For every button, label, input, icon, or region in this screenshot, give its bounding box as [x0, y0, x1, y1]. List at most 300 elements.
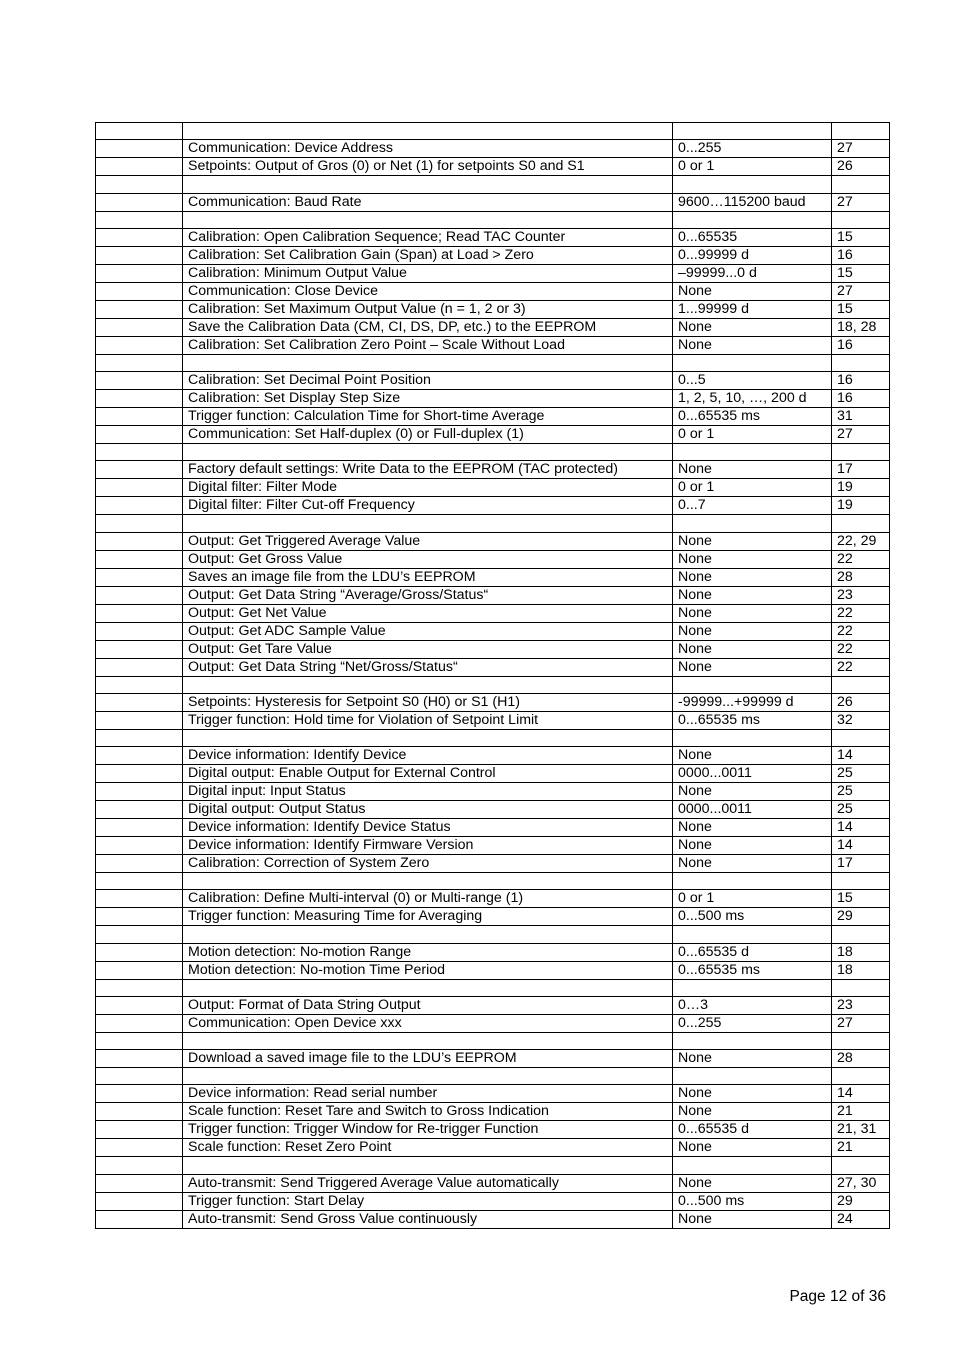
description-cell	[183, 979, 673, 996]
range-cell: None	[673, 1210, 832, 1228]
command-cell	[96, 1103, 183, 1121]
description-cell: Output: Get Data String “Average/Gross/Status“	[183, 586, 673, 604]
range-cell: 0 or 1	[673, 426, 832, 444]
command-cell	[96, 1157, 183, 1174]
command-cell	[96, 890, 183, 908]
page-ref-cell: 16	[832, 390, 890, 408]
range-cell	[673, 1032, 832, 1049]
page-ref-cell	[832, 729, 890, 746]
table-row	[96, 1068, 890, 1085]
range-cell	[673, 444, 832, 461]
table-row	[96, 961, 890, 979]
command-cell	[96, 729, 183, 746]
table-row	[96, 890, 890, 908]
command-cell	[96, 354, 183, 371]
range-cell: 0...5	[673, 372, 832, 390]
page-number: Page 12 of 36	[789, 1288, 886, 1305]
page-ref-cell	[832, 515, 890, 532]
table-row	[96, 568, 890, 586]
description-cell	[183, 354, 673, 371]
command-cell	[96, 604, 183, 622]
table-row	[96, 711, 890, 729]
description-cell: Save the Calibration Data (CM, CI, DS, DP, etc.) to the EEPROM	[183, 318, 673, 336]
page-ref-cell: 28	[832, 1050, 890, 1068]
description-cell: Device information: Read serial number	[183, 1085, 673, 1103]
table-row	[96, 1210, 890, 1228]
description-cell	[183, 873, 673, 890]
range-cell: 0000...0011	[673, 765, 832, 783]
description-cell	[183, 515, 673, 532]
command-cell	[96, 1121, 183, 1139]
page-ref-cell	[832, 1068, 890, 1085]
page-ref-cell: 24	[832, 1210, 890, 1228]
command-cell	[96, 586, 183, 604]
page-ref-cell: 17	[832, 461, 890, 479]
command-cell	[96, 658, 183, 676]
command-cell	[96, 211, 183, 228]
page-ref-cell: 29	[832, 908, 890, 926]
command-cell	[96, 1032, 183, 1049]
range-cell: None	[673, 1139, 832, 1157]
description-cell: Communication: Device Address	[183, 140, 673, 158]
range-cell: None	[673, 640, 832, 658]
command-cell	[96, 1085, 183, 1103]
description-cell: Setpoints: Hysteresis for Setpoint S0 (H0) or S1 (H1)	[183, 693, 673, 711]
command-cell	[96, 479, 183, 497]
table-row	[96, 246, 890, 264]
command-cell	[96, 622, 183, 640]
command-cell	[96, 1050, 183, 1068]
description-cell: Motion detection: No-motion Range	[183, 943, 673, 961]
description-cell	[183, 1032, 673, 1049]
command-cell	[96, 372, 183, 390]
page-ref-cell: 23	[832, 586, 890, 604]
page-ref-cell: 15	[832, 264, 890, 282]
table-row	[96, 444, 890, 461]
range-cell	[673, 676, 832, 693]
description-cell	[183, 926, 673, 943]
range-cell: 0000...0011	[673, 801, 832, 819]
description-cell: Device information: Identify Device	[183, 747, 673, 765]
table-row	[96, 908, 890, 926]
page-ref-cell: 26	[832, 693, 890, 711]
table-row	[96, 1157, 890, 1174]
description-cell: Calibration: Set Calibration Zero Point – Scale Without Load	[183, 336, 673, 354]
page-ref-cell: 22	[832, 604, 890, 622]
description-cell	[183, 123, 673, 140]
table-row	[96, 1139, 890, 1157]
page-ref-cell: 27	[832, 426, 890, 444]
command-cell	[96, 926, 183, 943]
page-ref-cell	[832, 123, 890, 140]
command-cell	[96, 979, 183, 996]
page-ref-cell: 22	[832, 550, 890, 568]
command-cell	[96, 676, 183, 693]
page-ref-cell: 27	[832, 193, 890, 211]
page-ref-cell: 25	[832, 765, 890, 783]
description-cell: Output: Get Triggered Average Value	[183, 532, 673, 550]
page-ref-cell: 22	[832, 622, 890, 640]
range-cell: 0...7	[673, 497, 832, 515]
range-cell: 0 or 1	[673, 479, 832, 497]
range-cell: None	[673, 658, 832, 676]
range-cell: None	[673, 550, 832, 568]
page-ref-cell	[832, 211, 890, 228]
range-cell: 0...65535 d	[673, 1121, 832, 1139]
command-cell	[96, 1014, 183, 1032]
table-row	[96, 1103, 890, 1121]
description-cell: Output: Get Gross Value	[183, 550, 673, 568]
table-row	[96, 658, 890, 676]
range-cell: 0...255	[673, 140, 832, 158]
table-row	[96, 693, 890, 711]
page-ref-cell: 18	[832, 943, 890, 961]
range-cell: –99999...0 d	[673, 264, 832, 282]
table-row	[96, 873, 890, 890]
range-cell	[673, 1157, 832, 1174]
table-row	[96, 515, 890, 532]
command-cell	[96, 497, 183, 515]
description-cell: Calibration: Set Decimal Point Position	[183, 372, 673, 390]
page-ref-cell: 25	[832, 801, 890, 819]
range-cell: 0...99999 d	[673, 246, 832, 264]
description-cell	[183, 676, 673, 693]
table-row	[96, 801, 890, 819]
range-cell	[673, 354, 832, 371]
description-cell: Trigger function: Measuring Time for Averaging	[183, 908, 673, 926]
table-row	[96, 408, 890, 426]
description-cell: Calibration: Set Calibration Gain (Span) at Load > Zero	[183, 246, 673, 264]
table-row	[96, 264, 890, 282]
page-ref-cell: 14	[832, 837, 890, 855]
description-cell: Communication: Baud Rate	[183, 193, 673, 211]
page-ref-cell	[832, 873, 890, 890]
table-row	[96, 532, 890, 550]
page-ref-cell: 19	[832, 497, 890, 515]
page-ref-cell	[832, 176, 890, 193]
description-cell	[183, 729, 673, 746]
description-cell: Digital filter: Filter Mode	[183, 479, 673, 497]
description-cell	[183, 176, 673, 193]
range-cell: None	[673, 1050, 832, 1068]
page-ref-cell: 14	[832, 1085, 890, 1103]
table-row	[96, 497, 890, 515]
range-cell: None	[673, 747, 832, 765]
description-cell: Device information: Identify Firmware Version	[183, 837, 673, 855]
range-cell: None	[673, 318, 832, 336]
page-ref-cell: 25	[832, 783, 890, 801]
page-ref-cell: 27, 30	[832, 1174, 890, 1192]
range-cell: None	[673, 622, 832, 640]
command-cell	[96, 461, 183, 479]
range-cell	[673, 729, 832, 746]
range-cell: None	[673, 568, 832, 586]
table-row	[96, 123, 890, 140]
range-cell: 0 or 1	[673, 158, 832, 176]
range-cell: None	[673, 837, 832, 855]
range-cell: 0...500 ms	[673, 908, 832, 926]
range-cell: 0...65535 ms	[673, 711, 832, 729]
range-cell	[673, 1068, 832, 1085]
table-row	[96, 586, 890, 604]
page-ref-cell	[832, 926, 890, 943]
description-cell	[183, 444, 673, 461]
command-cell	[96, 140, 183, 158]
range-cell: 0...65535 d	[673, 943, 832, 961]
description-cell: Saves an image file from the LDU’s EEPROM	[183, 568, 673, 586]
range-cell: None	[673, 586, 832, 604]
page-ref-cell	[832, 354, 890, 371]
page-ref-cell	[832, 1032, 890, 1049]
table-row	[96, 1032, 890, 1049]
description-cell: Calibration: Set Maximum Output Value (n = 1, 2 or 3)	[183, 300, 673, 318]
range-cell: 0 or 1	[673, 890, 832, 908]
range-cell: -99999...+99999 d	[673, 693, 832, 711]
range-cell	[673, 123, 832, 140]
page-ref-cell: 21, 31	[832, 1121, 890, 1139]
page-ref-cell: 31	[832, 408, 890, 426]
description-cell: Communication: Set Half-duplex (0) or Full-duplex (1)	[183, 426, 673, 444]
description-cell: Output: Get Data String “Net/Gross/Status“	[183, 658, 673, 676]
command-cell	[96, 426, 183, 444]
description-cell: Digital output: Output Status	[183, 801, 673, 819]
range-cell: None	[673, 783, 832, 801]
range-cell: None	[673, 819, 832, 837]
description-cell: Calibration: Correction of System Zero	[183, 855, 673, 873]
description-cell: Output: Get ADC Sample Value	[183, 622, 673, 640]
table-row	[96, 640, 890, 658]
table-row	[96, 461, 890, 479]
page-ref-cell: 29	[832, 1192, 890, 1210]
range-cell	[673, 176, 832, 193]
table-row	[96, 676, 890, 693]
page-ref-cell: 21	[832, 1139, 890, 1157]
table-row	[96, 747, 890, 765]
table-row	[96, 1050, 890, 1068]
command-cell	[96, 801, 183, 819]
command-cell	[96, 819, 183, 837]
description-cell: Download a saved image file to the LDU’s EEPROM	[183, 1050, 673, 1068]
range-cell: None	[673, 461, 832, 479]
description-cell: Scale function: Reset Zero Point	[183, 1139, 673, 1157]
page-ref-cell: 15	[832, 300, 890, 318]
description-cell	[183, 211, 673, 228]
command-cell	[96, 123, 183, 140]
range-cell: None	[673, 855, 832, 873]
page-ref-cell: 15	[832, 890, 890, 908]
command-cell	[96, 1068, 183, 1085]
table-row	[96, 372, 890, 390]
table-row	[96, 604, 890, 622]
command-cell	[96, 961, 183, 979]
page-ref-cell: 16	[832, 372, 890, 390]
range-cell	[673, 515, 832, 532]
range-cell: 0...500 ms	[673, 1192, 832, 1210]
command-cell	[96, 176, 183, 193]
range-cell: 0...65535 ms	[673, 408, 832, 426]
table-row	[96, 1121, 890, 1139]
description-cell: Trigger function: Trigger Window for Re-trigger Function	[183, 1121, 673, 1139]
range-cell: None	[673, 282, 832, 300]
page-ref-cell: 16	[832, 246, 890, 264]
page-ref-cell	[832, 979, 890, 996]
table-row	[96, 282, 890, 300]
command-cell	[96, 158, 183, 176]
range-cell: 1, 2, 5, 10, …, 200 d	[673, 390, 832, 408]
page-ref-cell: 28	[832, 568, 890, 586]
table-row	[96, 336, 890, 354]
range-cell: None	[673, 1085, 832, 1103]
table-row	[96, 426, 890, 444]
description-cell	[183, 1068, 673, 1085]
command-cell	[96, 336, 183, 354]
command-cell	[96, 693, 183, 711]
range-cell	[673, 979, 832, 996]
table-row	[96, 855, 890, 873]
page-ref-cell: 14	[832, 819, 890, 837]
description-cell: Digital filter: Filter Cut-off Frequency	[183, 497, 673, 515]
table-row	[96, 300, 890, 318]
table-row	[96, 837, 890, 855]
table-row	[96, 819, 890, 837]
range-cell: None	[673, 1103, 832, 1121]
command-cell	[96, 783, 183, 801]
page-ref-cell: 23	[832, 996, 890, 1014]
description-cell: Output: Format of Data String Output	[183, 996, 673, 1014]
description-cell	[183, 1157, 673, 1174]
command-cell	[96, 318, 183, 336]
page-ref-cell: 22	[832, 640, 890, 658]
range-cell	[673, 873, 832, 890]
table-row	[96, 176, 890, 193]
description-cell: Auto-transmit: Send Gross Value continuously	[183, 1210, 673, 1228]
page-ref-cell: 17	[832, 855, 890, 873]
description-cell: Communication: Close Device	[183, 282, 673, 300]
description-cell: Trigger function: Start Delay	[183, 1192, 673, 1210]
page-ref-cell: 27	[832, 140, 890, 158]
range-cell: 0...65535	[673, 228, 832, 246]
command-table	[95, 122, 890, 1229]
page-ref-cell: 15	[832, 228, 890, 246]
command-cell	[96, 996, 183, 1014]
range-cell: 0...65535 ms	[673, 961, 832, 979]
description-cell: Communication: Open Device xxx	[183, 1014, 673, 1032]
description-cell: Calibration: Minimum Output Value	[183, 264, 673, 282]
range-cell: None	[673, 532, 832, 550]
command-cell	[96, 246, 183, 264]
table-row	[96, 479, 890, 497]
command-cell	[96, 408, 183, 426]
page-ref-cell: 18	[832, 961, 890, 979]
table-row	[96, 211, 890, 228]
description-cell: Scale function: Reset Tare and Switch to Gross Indication	[183, 1103, 673, 1121]
table-row	[96, 318, 890, 336]
page-ref-cell: 22, 29	[832, 532, 890, 550]
table-row	[96, 765, 890, 783]
page-ref-cell: 19	[832, 479, 890, 497]
description-cell: Factory default settings: Write Data to the EEPROM (TAC protected)	[183, 461, 673, 479]
command-cell	[96, 264, 183, 282]
range-cell: 0...255	[673, 1014, 832, 1032]
table-row	[96, 354, 890, 371]
range-cell	[673, 926, 832, 943]
table-row	[96, 926, 890, 943]
command-cell	[96, 282, 183, 300]
description-cell: Digital input: Input Status	[183, 783, 673, 801]
table-row	[96, 622, 890, 640]
table-row	[96, 550, 890, 568]
command-cell	[96, 1174, 183, 1192]
command-cell	[96, 1210, 183, 1228]
command-table-body	[96, 123, 890, 1229]
table-row	[96, 193, 890, 211]
command-cell	[96, 390, 183, 408]
description-cell: Trigger function: Calculation Time for Short-time Average	[183, 408, 673, 426]
command-cell	[96, 873, 183, 890]
command-cell	[96, 855, 183, 873]
range-cell: None	[673, 604, 832, 622]
range-cell: 1...99999 d	[673, 300, 832, 318]
command-cell	[96, 228, 183, 246]
table-row	[96, 783, 890, 801]
table-row	[96, 390, 890, 408]
range-cell	[673, 211, 832, 228]
command-cell	[96, 640, 183, 658]
command-cell	[96, 444, 183, 461]
command-cell	[96, 765, 183, 783]
description-cell: Trigger function: Hold time for Violation of Setpoint Limit	[183, 711, 673, 729]
command-cell	[96, 193, 183, 211]
command-cell	[96, 837, 183, 855]
command-cell	[96, 908, 183, 926]
table-row	[96, 729, 890, 746]
table-row	[96, 158, 890, 176]
table-row	[96, 1014, 890, 1032]
page-ref-cell: 14	[832, 747, 890, 765]
table-row	[96, 943, 890, 961]
table-row	[96, 1174, 890, 1192]
page-ref-cell: 18, 28	[832, 318, 890, 336]
command-cell	[96, 515, 183, 532]
description-cell: Device information: Identify Device Status	[183, 819, 673, 837]
command-cell	[96, 300, 183, 318]
command-cell	[96, 711, 183, 729]
page-ref-cell: 22	[832, 658, 890, 676]
range-cell: 0…3	[673, 996, 832, 1014]
command-cell	[96, 568, 183, 586]
table-row	[96, 228, 890, 246]
page-ref-cell: 27	[832, 1014, 890, 1032]
table-row	[96, 1085, 890, 1103]
command-cell	[96, 1139, 183, 1157]
description-cell: Auto-transmit: Send Triggered Average Value automatically	[183, 1174, 673, 1192]
description-cell: Calibration: Set Display Step Size	[183, 390, 673, 408]
description-cell: Calibration: Open Calibration Sequence; Read TAC Counter	[183, 228, 673, 246]
command-cell	[96, 532, 183, 550]
table-row	[96, 996, 890, 1014]
page-ref-cell	[832, 676, 890, 693]
page-ref-cell: 27	[832, 282, 890, 300]
page-ref-cell	[832, 444, 890, 461]
description-cell: Calibration: Define Multi-interval (0) or Multi-range (1)	[183, 890, 673, 908]
description-cell: Digital output: Enable Output for External Control	[183, 765, 673, 783]
description-cell: Motion detection: No-motion Time Period	[183, 961, 673, 979]
command-cell	[96, 1192, 183, 1210]
table-row	[96, 979, 890, 996]
command-cell	[96, 943, 183, 961]
command-cell	[96, 550, 183, 568]
description-cell: Output: Get Net Value	[183, 604, 673, 622]
